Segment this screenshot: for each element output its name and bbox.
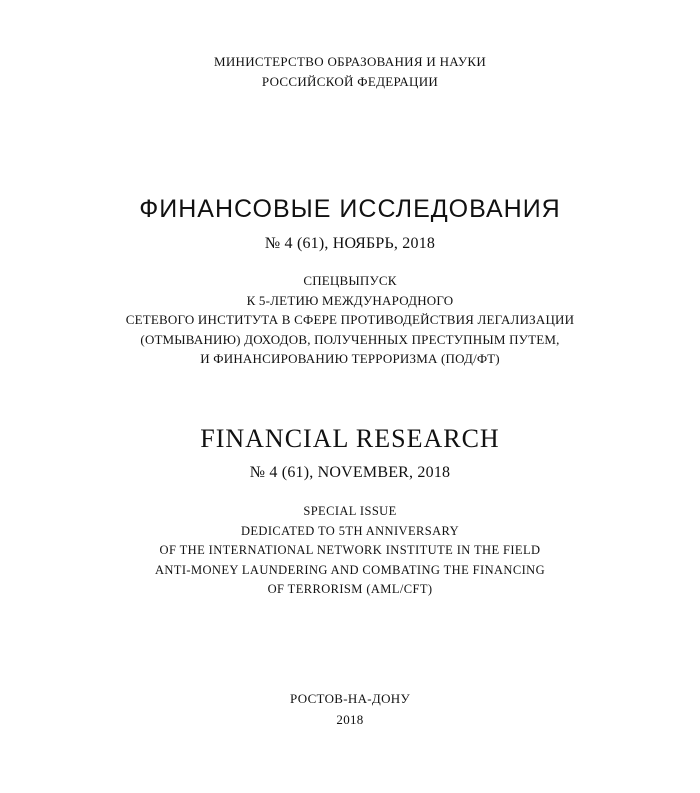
special-line-english: SPECIAL ISSUE xyxy=(303,504,397,518)
journal-title-russian: ФИНАНСОВЫЕ ИССЛЕДОВАНИЯ xyxy=(139,195,561,223)
special-line-russian: СПЕЦВЫПУСК xyxy=(303,273,397,288)
special-line-english: OF THE INTERNATIONAL NETWORK INSTITUTE IN THE FIELD xyxy=(159,543,541,557)
special-line-russian: К 5-ЛЕТИЮ МЕЖДУНАРОДНОГО xyxy=(246,292,454,308)
publication-place xyxy=(0,688,700,730)
ministry-line-1: МИНИСТЕРСТВО ОБРАЗОВАНИЯ И НАУКИ xyxy=(213,54,487,69)
special-issue-russian xyxy=(0,271,700,369)
special-line-english: ANTI-MONEY LAUNDERING AND COMBATING THE FINANCING xyxy=(154,562,546,577)
journal-title-english: FINANCIAL RESEARCH xyxy=(200,424,500,453)
special-line-russian: И ФИНАНСИРОВАНИЮ ТЕРРОРИЗМА (ПОД/ФТ) xyxy=(200,351,500,366)
issue-info-russian: № 4 (61), НОЯБРЬ, 2018 xyxy=(264,235,436,252)
ministry-line-2: РОССИЙСКОЙ ФЕДЕРАЦИИ xyxy=(261,74,439,89)
city-name: РОСТОВ-НА-ДОНУ xyxy=(290,691,410,706)
ministry-header xyxy=(0,52,700,92)
publication-year: 2018 xyxy=(336,712,364,727)
special-line-english: OF TERRORISM (AML/CFT) xyxy=(267,582,433,596)
special-line-russian: СЕТЕВОГО ИНСТИТУТА В СФЕРЕ ПРОТИВОДЕЙСТВИЯ ЛЕГАЛИЗАЦИИ xyxy=(125,312,575,327)
special-issue-english xyxy=(0,502,700,600)
special-line-russian: (ОТМЫВАНИЮ) ДОХОДОВ, ПОЛУЧЕННЫХ ПРЕСТУПНЫМ ПУТЕМ, xyxy=(140,331,560,347)
special-line-english: DEDICATED TO 5TH ANNIVERSARY xyxy=(240,523,460,538)
issue-info-english: № 4 (61), NOVEMBER, 2018 xyxy=(249,464,451,481)
